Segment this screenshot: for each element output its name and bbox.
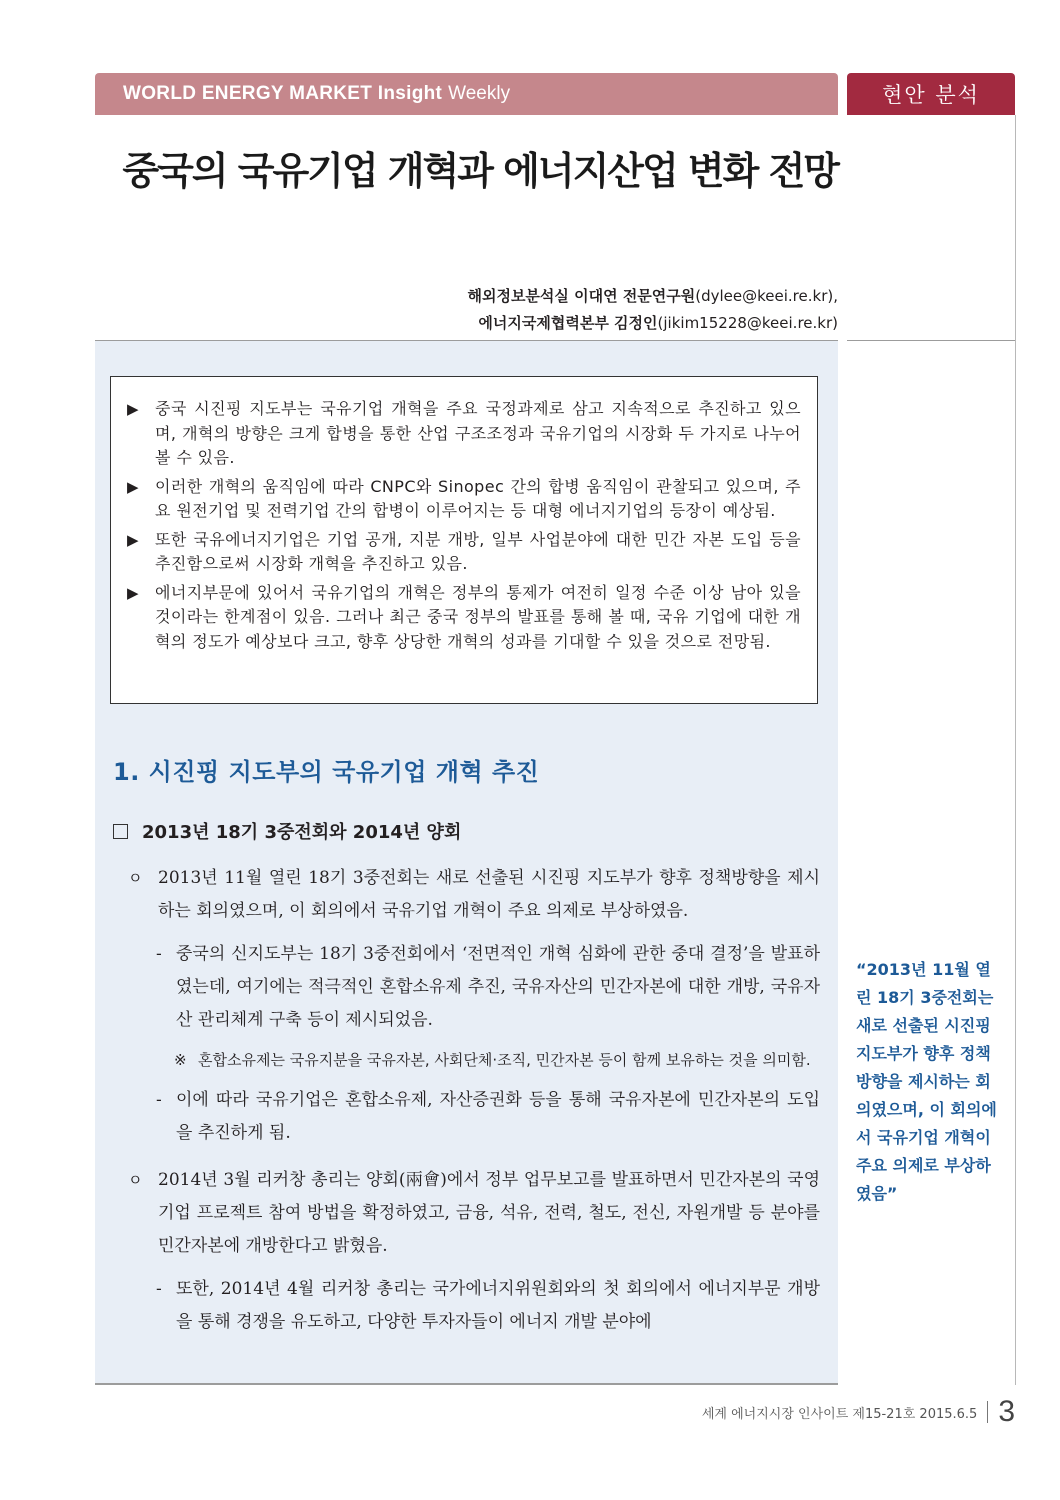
subsection-heading: 2013년 18기 3중전회와 2014년 양회 <box>113 818 461 844</box>
paragraph: ㅇ 2013년 11월 열린 18기 3중전회는 새로 선출된 시진핑 지도부가 향후 정책방향을 제시하는 회의였으며, 이 회의에서 국유기업 개혁이 주요 의제로 부상하였음. <box>128 862 820 928</box>
dash-bullet: - <box>156 1090 162 1110</box>
sub-paragraph: - 중국의 신지도부는 18기 3중전회에서 ‘전면적인 개혁 심화에 관한 중대 결정’을 발표하였는데, 여기에는 적극적인 혼합소유제 추진, 국유자산의 민간자본에 대한 개방, 국유자산 관리체계 구축 등이 제시되었음. <box>128 938 820 1037</box>
right-rule <box>1015 115 1016 1385</box>
summary-item: ▶ 중국 시진핑 지도부는 국유기업 개혁을 주요 국정과제로 삼고 지속적으로 추진하고 있으며, 개혁의 방향은 크게 합병을 통한 산업 구조조정과 국유기업의 시장화 두 가지로 나누어 볼 수 있음. <box>127 397 801 471</box>
triangle-bullet-icon: ▶ <box>127 530 139 549</box>
reference-mark-icon: ※ <box>174 1051 187 1069</box>
checkbox-square-icon <box>113 824 128 839</box>
author-line: 해외정보분석실 이대연 전문연구원(dylee@keei.re.kr), <box>467 287 838 305</box>
sub-paragraph: - 이에 따라 국유기업은 혼합소유제, 자산증권화 등을 통해 국유자본에 민간자본의 도입을 추진하게 됨. <box>128 1084 820 1150</box>
summary-item: ▶ 에너지부문에 있어서 국유기업의 개혁은 정부의 통제가 여전히 일정 수준 이상 남아 있을 것이라는 한계점이 있음. 그러나 최근 중국 정부의 발표를 통해 볼 때, 국유 기업에 대한 개혁의 정도가 예상보다 크고, 향후 상당한 개혁의 성과를 기대할 수 있을 것으로 전망됨. <box>127 581 801 655</box>
author-list <box>95 283 838 337</box>
sub-paragraph: - 또한, 2014년 4월 리커창 총리는 국가에너지위원회와의 첫 회의에서 에너지부문 개방을 통해 경쟁을 유도하고, 다양한 투자자들이 에너지 개발 분야에 <box>128 1273 820 1339</box>
author-line: 에너지국제협력본부 김정인(jikim15228@keei.re.kr) <box>478 314 838 332</box>
publication-frequency: Weekly <box>448 83 511 104</box>
section-tag: 현안 분석 <box>847 73 1015 115</box>
footnote: ※ 혼합소유제는 국유지분을 국유자본, 사회단체·조직, 민간자본 등이 함께 보유하는 것을 의미함. <box>128 1047 820 1074</box>
page-footer <box>600 1392 1015 1432</box>
circle-bullet-icon: ㅇ <box>128 1171 143 1189</box>
sidebar-top-rule <box>847 340 1015 341</box>
triangle-bullet-icon: ▶ <box>127 477 139 496</box>
pull-quote: “2013년 11월 열린 18기 3중전회는 새로 선출된 시진핑 지도부가 향후 정책방향을 제시하는 회의였으며, 이 회의에서 국유기업 개혁이 주요 의제로 부상하였음” <box>856 960 997 1203</box>
article-body <box>128 862 820 1339</box>
dash-bullet: - <box>156 944 162 964</box>
page-number: 3 <box>998 1395 1015 1428</box>
paragraph: ㅇ 2014년 3월 리커창 총리는 양회(兩會)에서 정부 업무보고를 발표하면서 민간자본의 국영기업 프로젝트 참여 방법을 확정하였고, 금융, 석유, 전력, 철도, 전신, 자원개발 등 분야를 민간자본에 개방한다고 밝혔음. <box>128 1164 820 1263</box>
triangle-bullet-icon: ▶ <box>127 583 139 602</box>
header-band <box>95 73 838 115</box>
publication-brand: WORLD ENERGY MARKET Insight <box>123 83 443 104</box>
dash-bullet: - <box>156 1279 162 1299</box>
section-heading: 1. 시진핑 지도부의 국유기업 개혁 추진 <box>113 758 540 786</box>
summary-item: ▶ 또한 국유에너지기업은 기업 공개, 지분 개방, 일부 사업분야에 대한 민간 자본 도입 등을 추진함으로써 시장화 개혁을 추진하고 있음. <box>127 528 801 577</box>
summary-box <box>110 376 818 704</box>
circle-bullet-icon: ㅇ <box>128 869 143 887</box>
footer-publication: 세계 에너지시장 인사이트 제15-21호 2015.6.5 <box>701 1406 978 1422</box>
summary-item: ▶ 이러한 개혁의 움직임에 따라 CNPC와 Sinopec 간의 합병 움직임이 관찰되고 있으며, 주요 원전기업 및 전력기업 간의 합병이 이루어지는 등 대형 에너지기업의 등장이 예상됨. <box>127 475 801 524</box>
article-title: 중국의 국유기업 개혁과 에너지산업 변화 전망 <box>122 149 838 193</box>
triangle-bullet-icon: ▶ <box>127 400 139 418</box>
footer-divider <box>987 1401 988 1423</box>
